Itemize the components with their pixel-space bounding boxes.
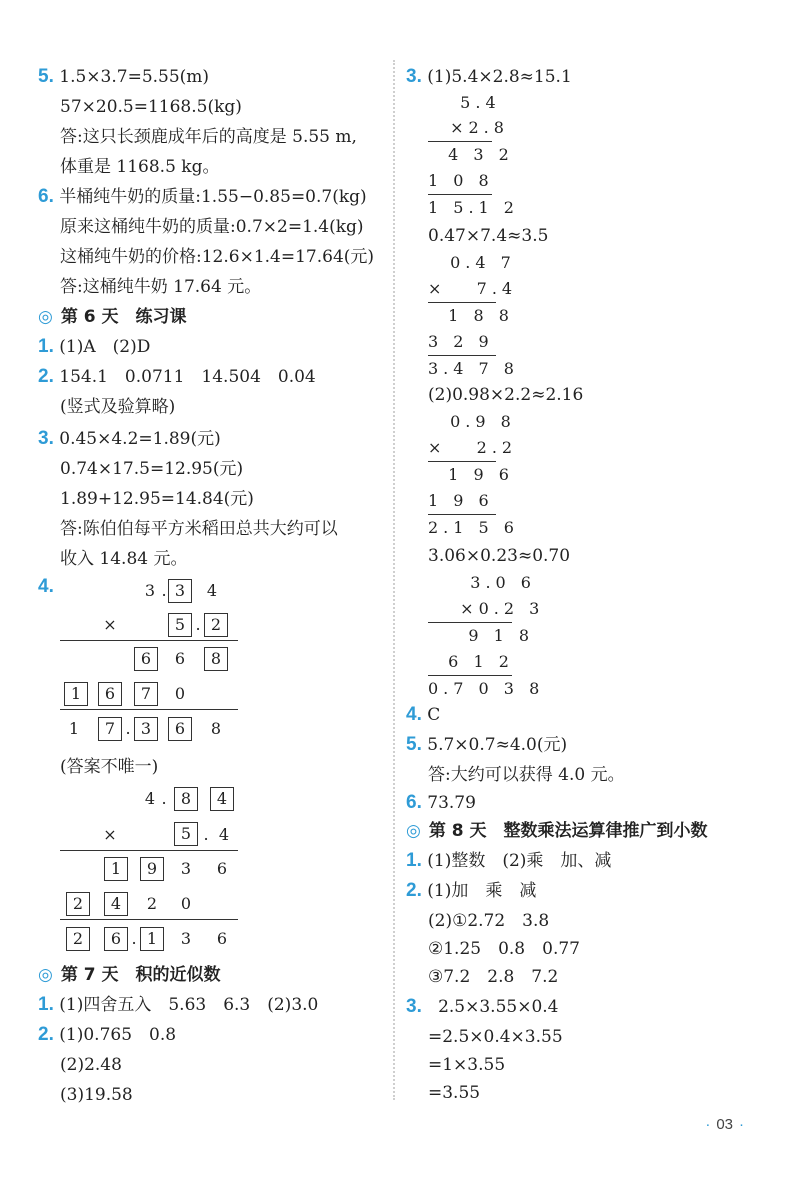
d8q2-line1: 2. (1)加 乘 减 [406,880,537,901]
day7-heading: ◎ 第 7 天 积的近似数 [38,965,221,985]
q5-line4: 体重是 1168.5 kg。 [60,157,220,177]
q5-line2: 57×20.5=1168.5(kg) [60,97,242,117]
d6q2-line2: (竖式及验算略) [60,397,176,417]
d6q3-line4: 答:陈伯伯每平方米稻田总共大约可以 [60,519,338,539]
decimal-point: . [161,789,167,808]
times-sign: × [103,825,117,844]
d6q3-line2: 0.74×17.5=12.95(元) [60,459,244,479]
answer-box: 6 [98,682,122,706]
digit: 0 [174,684,186,703]
answer-box: 8 [204,647,228,671]
page-number: · 03 · [705,1116,744,1133]
digit: 6 [216,859,228,878]
d8q1: 1. (1)整数 (2)乘 加、减 [406,850,612,871]
digit: 6 [216,929,228,948]
rule [428,514,496,515]
r-q3-line1: 3. (1)5.4×2.8≈15.1 [406,66,572,87]
decimal-point: . [203,825,209,844]
rule [428,141,492,142]
rule [60,640,238,641]
answer-box: 2 [66,892,90,916]
digit: 4 [144,789,156,808]
d6q2-line1: 2. 154.1 0.0711 14.504 0.04 [38,366,316,387]
rule [60,850,238,851]
answer-box: 7 [134,682,158,706]
q6-line2: 原来这桶纯牛奶的质量:0.7×2=1.4(kg) [60,217,364,237]
digit: 3 [180,929,192,948]
d6q4-number: 4. [38,576,54,597]
rule [428,355,496,356]
r-q5-line1: 5. 5.7×0.7≈4.0(元) [406,734,568,755]
rule [428,194,492,195]
d8q3-line4: =3.55 [428,1083,481,1103]
d6q3-line3: 1.89+12.95=14.84(元) [60,489,254,509]
answer-box: 5 [168,613,192,637]
vertical-calc-row: 1 5.1 2 [428,198,519,217]
q5-line3: 答:这只长颈鹿成年后的高度是 5.55 m, [60,127,357,147]
d7q2-line1: 2. (1)0.765 0.8 [38,1024,177,1045]
d8q3-line2: =2.5×0.4×3.55 [428,1027,563,1047]
digit: 4 [206,581,218,600]
vertical-calc-row: 0.7 0 3 8 [428,679,545,698]
d8q2-line3: ②1.25 0.8 0.77 [428,939,580,959]
rule [428,675,512,676]
digit: 3 [144,581,156,600]
rule [428,622,512,623]
vertical-calc-row: 1 8 8 [428,306,514,325]
answer-box: 6 [104,927,128,951]
vertical-calc-row: 3 2 9 [428,332,494,351]
answer-box: 1 [140,927,164,951]
vertical-calc-row: ×2.8 [440,118,509,137]
r-q3-line3: (2)0.98×2.2≈2.16 [428,385,584,405]
d8q2-line4: ③7.2 2.8 7.2 [428,967,559,987]
r-q4: 4. C [406,704,441,725]
d6q3-line1: 3. 0.45×4.2=1.89(元) [38,428,221,449]
q6-line4: 答:这桶纯牛奶 17.64 元。 [60,277,262,297]
answer-box: 2 [66,927,90,951]
rule [428,461,496,462]
answer-box: 7 [98,717,122,741]
answer-note: (答案不唯一) [60,757,159,777]
d6q3-line5: 收入 14.84 元。 [60,549,188,569]
decimal-point: . [131,929,137,948]
digit: 1 [68,719,80,738]
vertical-calc-row: 1 9 6 [428,491,494,510]
answer-box: 3 [168,579,192,603]
rule [428,302,496,303]
decimal-point: . [161,581,167,600]
answer-box: 4 [104,892,128,916]
answer-box: 6 [168,717,192,741]
digit: 8 [210,719,222,738]
digit: 0 [180,894,192,913]
answer-box: 3 [134,717,158,741]
digit: 3 [180,859,192,878]
d8q2-line2: (2)①2.72 3.8 [428,911,550,931]
answer-box: 5 [174,822,198,846]
vertical-calc-row: 4 3 2 [438,145,514,164]
vertical-calc-row: ×0.2 3 [440,599,545,618]
q6-line1: 6. 半桶纯牛奶的质量:1.55−0.85=0.7(kg) [38,186,367,207]
answer-box: 2 [204,613,228,637]
rule [60,709,238,710]
answer-box: 8 [174,787,198,811]
d7q2-line3: (3)19.58 [60,1085,133,1105]
d7q2-line2: (2)2.48 [60,1055,122,1075]
vertical-calc-row: 3.4 7 8 [428,359,519,378]
answer-box: 1 [104,857,128,881]
vertical-calc-row: × 7.4 [428,279,518,298]
r-q5-line2: 答:大约可以获得 4.0 元。 [428,765,625,785]
vertical-calc-row: 1 0 8 [428,171,494,190]
column-divider [393,60,395,1100]
digit: 2 [146,894,158,913]
times-sign: × [103,615,117,634]
vertical-calc-row: 6 1 2 [428,652,514,671]
rule [60,919,238,920]
vertical-calc-row: 0.9 8 [440,412,516,431]
vertical-calc-row: 9 1 8 [428,626,535,645]
vertical-calc-row: 0.4 7 [440,253,516,272]
r-q6: 6. 73.79 [406,792,476,813]
d8q3-line1: 3. 2.5×3.55×0.4 [406,996,559,1017]
digit: 4 [218,825,230,844]
d7q1: 1. (1)四舍五入 5.63 6.3 (2)3.0 [38,994,319,1015]
q5-line1: 5. 1.5×3.7=5.55(m) [38,66,210,87]
vertical-calc-row: 2.1 5 6 [428,518,519,537]
day8-heading: ◎ 第 8 天 整数乘法运算律推广到小数 [406,821,708,841]
vertical-calc-row: 1 9 6 [428,465,514,484]
vertical-calc-row: 5.4 [440,93,501,112]
decimal-point: . [125,719,131,738]
answer-box: 6 [134,647,158,671]
day6-heading: ◎ 第 6 天 练习课 [38,307,187,327]
vertical-calc-row: × 2.2 [428,438,518,457]
decimal-point: . [195,615,201,634]
answer-box: 1 [64,682,88,706]
d8q3-line3: =1×3.55 [428,1055,506,1075]
vertical-calc-row: 3.0 6 [440,573,536,592]
q6-line3: 这桶纯牛奶的价格:12.6×1.4=17.64(元) [60,247,375,267]
answer-box: 9 [140,857,164,881]
answer-box: 4 [210,787,234,811]
digit: 6 [174,649,186,668]
r-q3-line2: 0.47×7.4≈3.5 [428,226,549,246]
r-q3-line4: 3.06×0.23≈0.70 [428,546,571,566]
d6q1: 1. (1)A (2)D [38,336,151,357]
